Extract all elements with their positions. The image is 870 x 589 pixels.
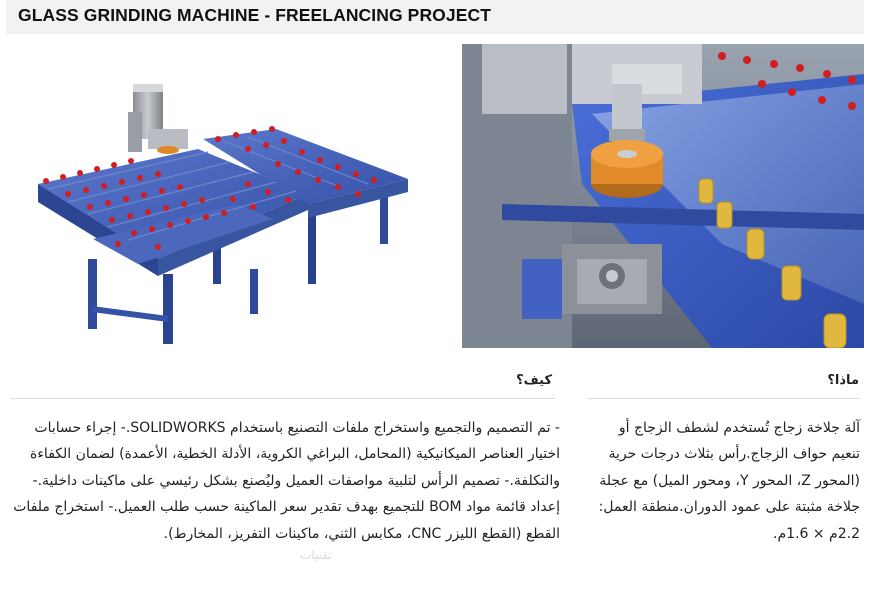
grinding-head-closeup-image [462, 44, 864, 348]
machine-overview-drawing [8, 44, 422, 352]
what-description: آلة جلاخة زجاج تُستخدم لشطف الزجاج أو تنعيم حواف الزجاج.رأس بثلاث درجات حرية (المحور Z، المحور Y، ومحور الميل) مع عجلة جلاخة مثبتة على عمود الدوران.منطقة العمل: 2.2م × 1.6م. [598, 420, 860, 542]
machine-overview-image [8, 44, 422, 352]
how-description: - تم التصميم والتجميع واستخراج ملفات التصنيع باستخدام SOLIDWORKS.- إجراء حسابات اختيار العناصر الميكانيكية (المحامل، البراغي الكروية، الأدلة الخطية، الأعمدة) لضمان الكفاءة والتكلفة.- تصميم الرأس لتلبية مواصفات العميل وليُصنع بشكل رئيسي على ماكينات داخلية.- إعداد قائمة مواد BOM للتجميع بهدف تقدير سعر الماكينة حسب طلب العميل.- استخراج ملفات القطع (القطع الليزر CNC، مكابس الثني، ماكينات التفريز، المخارط). [13, 420, 560, 542]
what-divider [587, 398, 860, 399]
page-title: GLASS GRINDING MACHINE - FREELANCING PROJECT [18, 5, 492, 25]
how-divider [10, 398, 555, 399]
how-heading: كيف؟ [516, 373, 552, 388]
watermark-text: تقنيات [300, 548, 332, 562]
title-bar [6, 0, 864, 34]
grinding-head-closeup-drawing [462, 44, 864, 348]
what-heading: ماذا؟ [827, 373, 859, 388]
